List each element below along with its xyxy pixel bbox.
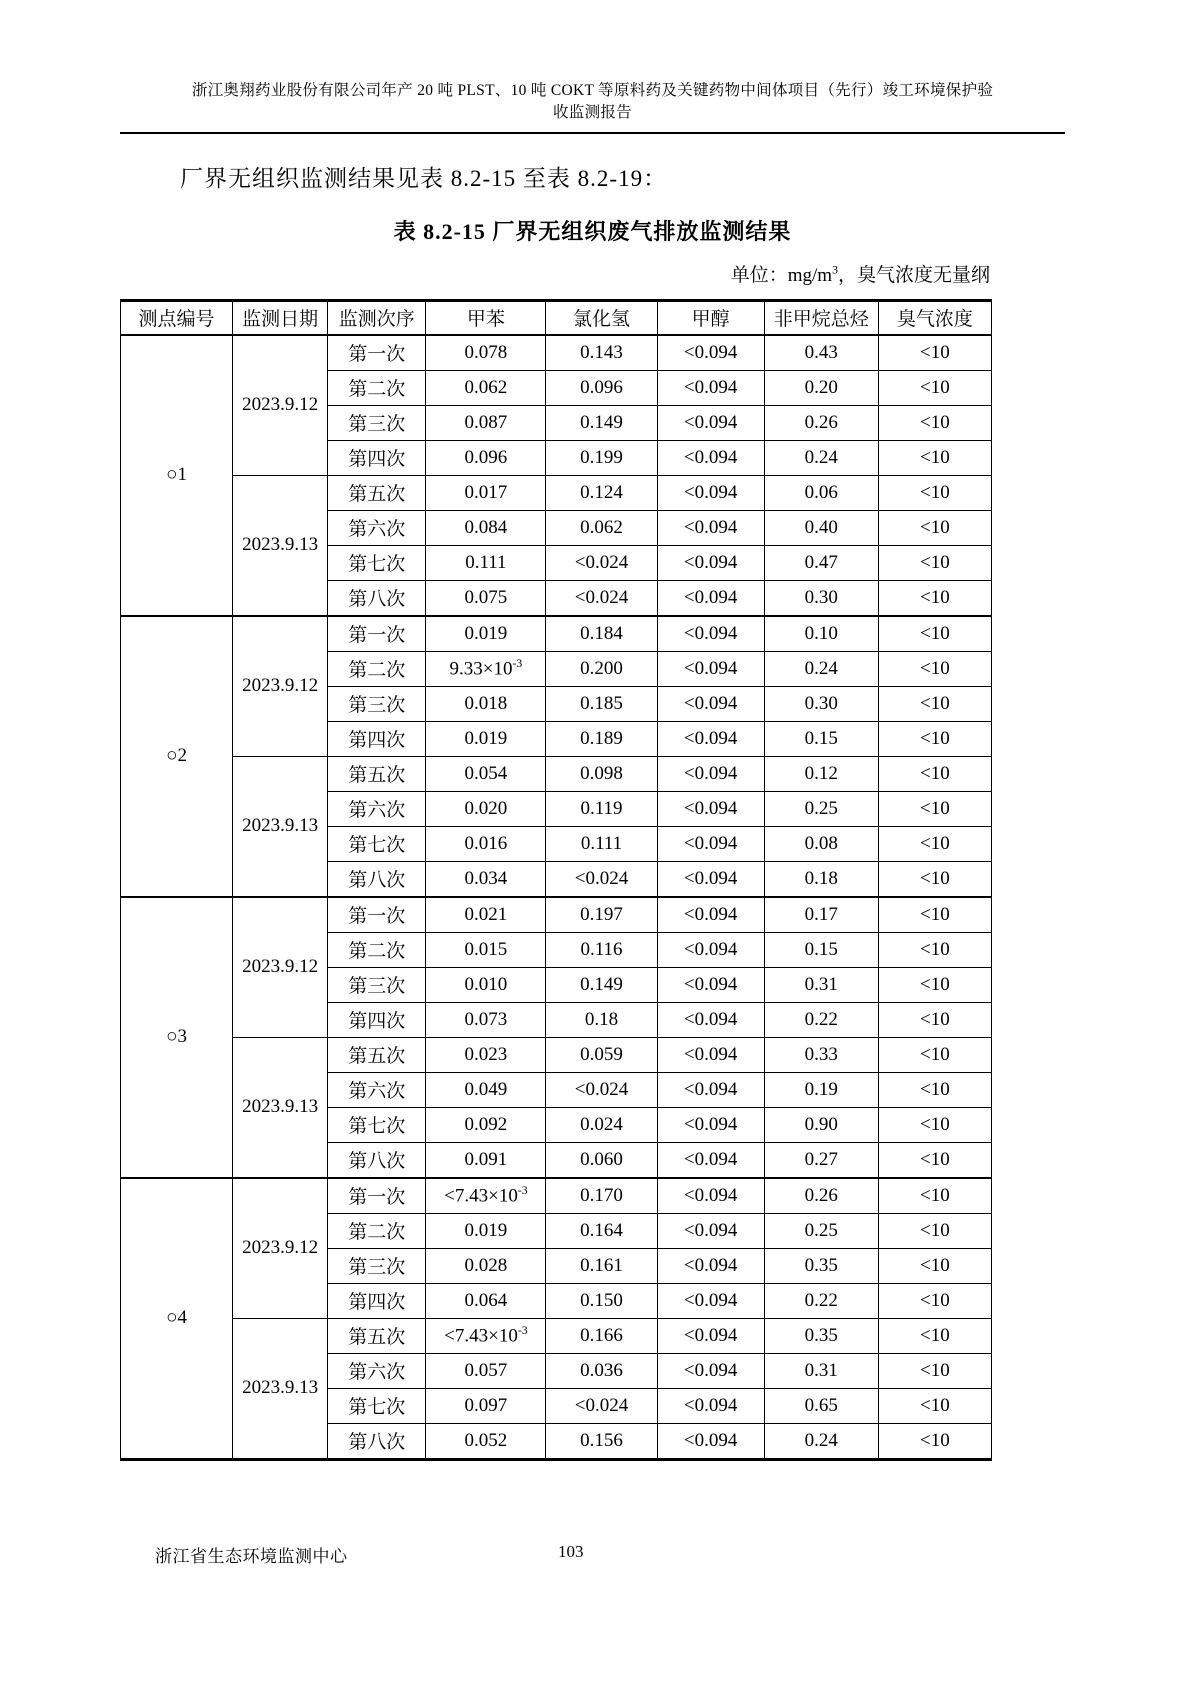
cell-odor: <10 (878, 686, 991, 721)
cell-toluene: $9.33\times 10^{-3}$ (426, 651, 546, 686)
cell-nmhc: 0.35 (764, 1318, 878, 1353)
cell-order: 第四次 (328, 721, 426, 756)
cell-order: 第七次 (328, 1388, 426, 1423)
cell-order: 第一次 (328, 616, 426, 652)
header-order: 监测次序 (328, 300, 426, 335)
table-row (121, 1318, 992, 1353)
cell-nmhc: 0.40 (764, 510, 878, 545)
superscript: -3 (512, 657, 523, 671)
table-row (121, 475, 992, 510)
cell-odor: <10 (878, 967, 991, 1002)
table-title: 表 8.2-15 厂界无组织废气排放监测结果 (393, 218, 792, 244)
cell-odor: <10 (878, 510, 991, 545)
cell-hcl: 0.111 (546, 826, 657, 861)
cell-toluene: 0.057 (426, 1353, 546, 1388)
cell-toluene: 0.020 (426, 791, 546, 826)
cell-toluene: 0.064 (426, 1283, 546, 1318)
intro-paragraph: 厂界无组织监测结果见表 8.2-15 至表 8.2-19： (180, 165, 668, 191)
point-id-cell: ○2 (121, 616, 233, 897)
cell-methanol: <0.094 (657, 475, 764, 510)
cell-order: 第六次 (328, 1353, 426, 1388)
cell-odor: <10 (878, 335, 991, 371)
cell-hcl: 0.185 (546, 686, 657, 721)
cell-toluene: 0.016 (426, 826, 546, 861)
cell-hcl: 0.164 (546, 1213, 657, 1248)
cell-hcl: 0.116 (546, 932, 657, 967)
cell-methanol: <0.094 (657, 1002, 764, 1037)
cell-hcl: 0.143 (546, 335, 657, 371)
header-point-id: 测点编号 (121, 300, 233, 335)
cell-odor: <10 (878, 616, 991, 652)
cell-odor: <10 (878, 1178, 991, 1214)
cell-methanol: <0.094 (657, 967, 764, 1002)
cell-methanol: <0.094 (657, 1353, 764, 1388)
cell-hcl: <0.024 (546, 580, 657, 616)
point-id-cell: ○4 (121, 1178, 233, 1460)
table-row (121, 897, 992, 933)
cell-order: 第七次 (328, 545, 426, 580)
footer-page-number: 103 (558, 1542, 584, 1561)
cell-order: 第三次 (328, 1248, 426, 1283)
cell-methanol: <0.094 (657, 545, 764, 580)
cell-methanol: <0.094 (657, 580, 764, 616)
cell-odor: <10 (878, 1248, 991, 1283)
cell-order: 第一次 (328, 335, 426, 371)
cell-toluene: 0.092 (426, 1107, 546, 1142)
cell-nmhc: 0.30 (764, 686, 878, 721)
cell-methanol: <0.094 (657, 897, 764, 933)
cell-methanol: <0.094 (657, 861, 764, 897)
monitoring-date-cell: 2023.9.13 (233, 756, 328, 897)
cell-odor: <10 (878, 405, 991, 440)
cell-odor: <10 (878, 1423, 991, 1459)
cell-nmhc: 0.47 (764, 545, 878, 580)
cell-odor: <10 (878, 1213, 991, 1248)
cell-odor: <10 (878, 475, 991, 510)
cell-hcl: 0.189 (546, 721, 657, 756)
cell-nmhc: 0.15 (764, 721, 878, 756)
cell-nmhc: 0.22 (764, 1002, 878, 1037)
cell-methanol: <0.094 (657, 440, 764, 475)
cell-order: 第六次 (328, 510, 426, 545)
cell-methanol: <0.094 (657, 932, 764, 967)
cell-toluene: 0.034 (426, 861, 546, 897)
cell-order: 第四次 (328, 440, 426, 475)
cell-order: 第五次 (328, 475, 426, 510)
cell-order: 第八次 (328, 1142, 426, 1178)
cell-methanol: <0.094 (657, 756, 764, 791)
monitoring-date-cell: 2023.9.13 (233, 1037, 328, 1178)
cell-odor: <10 (878, 756, 991, 791)
cell-methanol: <0.094 (657, 1283, 764, 1318)
cell-odor: <10 (878, 1388, 991, 1423)
cell-nmhc: 0.22 (764, 1283, 878, 1318)
cell-odor: <10 (878, 1318, 991, 1353)
monitoring-date-cell: 2023.9.13 (233, 1318, 328, 1459)
cell-odor: <10 (878, 580, 991, 616)
cell-hcl: 0.149 (546, 967, 657, 1002)
cell-odor: <10 (878, 651, 991, 686)
table-row (121, 756, 992, 791)
unit-note-prefix: 单位：mg/m (730, 264, 833, 286)
cell-order: 第二次 (328, 651, 426, 686)
cell-odor: <10 (878, 1353, 991, 1388)
cell-toluene: 0.054 (426, 756, 546, 791)
cell-hcl: <0.024 (546, 1388, 657, 1423)
cell-nmhc: 0.25 (764, 1213, 878, 1248)
cell-order: 第三次 (328, 405, 426, 440)
cell-methanol: <0.094 (657, 616, 764, 652)
running-header-line1: 浙江奥翔药业股份有限公司年产 20 吨 PLST、10 吨 COKT 等原料药及关键药物中间体项目（先行）竣工环境保护验 (191, 82, 994, 99)
cell-methanol: <0.094 (657, 791, 764, 826)
cell-order: 第一次 (328, 897, 426, 933)
cell-order: 第六次 (328, 1072, 426, 1107)
cell-toluene: 0.019 (426, 721, 546, 756)
cell-toluene: 0.018 (426, 686, 546, 721)
cell-order: 第二次 (328, 932, 426, 967)
cell-nmhc: 0.17 (764, 897, 878, 933)
cell-hcl: 0.166 (546, 1318, 657, 1353)
cell-odor: <10 (878, 1107, 991, 1142)
cell-order: 第六次 (328, 791, 426, 826)
cell-odor: <10 (878, 826, 991, 861)
cell-toluene: 0.073 (426, 1002, 546, 1037)
cell-nmhc: 0.18 (764, 861, 878, 897)
cell-nmhc: 0.12 (764, 756, 878, 791)
cell-methanol: <0.094 (657, 510, 764, 545)
header-odor: 臭气浓度 (878, 300, 991, 335)
point-id-cell: ○1 (121, 335, 233, 616)
table-row (121, 616, 992, 652)
cell-nmhc: 0.90 (764, 1107, 878, 1142)
cell-hcl: 0.156 (546, 1423, 657, 1459)
table-row (121, 335, 992, 371)
cell-toluene: 0.111 (426, 545, 546, 580)
cell-odor: <10 (878, 932, 991, 967)
cell-nmhc: 0.08 (764, 826, 878, 861)
running-header-line2: 收监测报告 (552, 104, 632, 122)
monitoring-results-table (120, 299, 992, 1461)
cell-nmhc: 0.10 (764, 616, 878, 652)
cell-toluene: 0.096 (426, 440, 546, 475)
cell-toluene: 0.062 (426, 370, 546, 405)
cell-order: 第八次 (328, 861, 426, 897)
cell-nmhc: 0.31 (764, 1353, 878, 1388)
cell-toluene: 0.091 (426, 1142, 546, 1178)
unit-note-suffix: ，臭气浓度无量纲 (837, 264, 990, 286)
cell-odor: <10 (878, 721, 991, 756)
cell-nmhc: 0.26 (764, 1178, 878, 1214)
cell-methanol: <0.094 (657, 370, 764, 405)
cell-toluene: 0.017 (426, 475, 546, 510)
cell-methanol: <0.094 (657, 1318, 764, 1353)
cell-nmhc: 0.24 (764, 440, 878, 475)
cell-nmhc: 0.06 (764, 475, 878, 510)
cell-order: 第二次 (328, 1213, 426, 1248)
table-row (121, 1178, 992, 1214)
header-toluene: 甲苯 (426, 300, 546, 335)
cell-nmhc: 0.65 (764, 1388, 878, 1423)
cell-nmhc: 0.33 (764, 1037, 878, 1072)
cell-hcl: <0.024 (546, 1072, 657, 1107)
cell-hcl: 0.199 (546, 440, 657, 475)
cell-hcl: 0.124 (546, 475, 657, 510)
cell-hcl: <0.024 (546, 545, 657, 580)
table-header-row (121, 300, 992, 335)
superscript: -3 (517, 1324, 528, 1338)
cell-toluene: 0.049 (426, 1072, 546, 1107)
cell-toluene: 0.028 (426, 1248, 546, 1283)
cell-hcl: <0.024 (546, 861, 657, 897)
cell-hcl: 0.170 (546, 1178, 657, 1214)
superscript: -3 (517, 1184, 528, 1198)
cell-toluene: $<7.43\times 10^{-3}$ (426, 1318, 546, 1353)
cell-nmhc: 0.31 (764, 967, 878, 1002)
cell-nmhc: 0.24 (764, 651, 878, 686)
cell-toluene: $<7.43\times 10^{-3}$ (426, 1178, 546, 1214)
cell-odor: <10 (878, 370, 991, 405)
cell-methanol: <0.094 (657, 405, 764, 440)
cell-nmhc: 0.30 (764, 580, 878, 616)
cell-nmhc: 0.19 (764, 1072, 878, 1107)
cell-odor: <10 (878, 1142, 991, 1178)
unit-note (120, 260, 990, 287)
cell-methanol: <0.094 (657, 1423, 764, 1459)
cell-hcl: 0.119 (546, 791, 657, 826)
unit-note-superscript: 3 (832, 263, 838, 277)
cell-order: 第二次 (328, 370, 426, 405)
cell-methanol: <0.094 (657, 1072, 764, 1107)
cell-hcl: 0.18 (546, 1002, 657, 1037)
cell-methanol: <0.094 (657, 686, 764, 721)
cell-odor: <10 (878, 545, 991, 580)
cell-methanol: <0.094 (657, 651, 764, 686)
cell-methanol: <0.094 (657, 1213, 764, 1248)
cell-odor: <10 (878, 1002, 991, 1037)
cell-odor: <10 (878, 1072, 991, 1107)
cell-nmhc: 0.20 (764, 370, 878, 405)
cell-order: 第八次 (328, 580, 426, 616)
cell-hcl: 0.184 (546, 616, 657, 652)
cell-order: 第八次 (328, 1423, 426, 1459)
cell-odor: <10 (878, 897, 991, 933)
cell-hcl: 0.197 (546, 897, 657, 933)
cell-nmhc: 0.43 (764, 335, 878, 371)
cell-methanol: <0.094 (657, 1178, 764, 1214)
table-area (120, 260, 992, 1461)
cell-methanol: <0.094 (657, 1142, 764, 1178)
cell-nmhc: 0.25 (764, 791, 878, 826)
cell-hcl: 0.150 (546, 1283, 657, 1318)
cell-methanol: <0.094 (657, 1037, 764, 1072)
cell-toluene: 0.084 (426, 510, 546, 545)
cell-nmhc: 0.26 (764, 405, 878, 440)
cell-methanol: <0.094 (657, 1388, 764, 1423)
cell-nmhc: 0.35 (764, 1248, 878, 1283)
cell-nmhc: 0.15 (764, 932, 878, 967)
cell-hcl: 0.059 (546, 1037, 657, 1072)
cell-toluene: 0.010 (426, 967, 546, 1002)
page-content (120, 80, 1065, 1461)
cell-hcl: 0.098 (546, 756, 657, 791)
running-header (120, 80, 1065, 134)
cell-hcl: 0.062 (546, 510, 657, 545)
cell-odor: <10 (878, 1283, 991, 1318)
monitoring-date-cell: 2023.9.12 (233, 1178, 328, 1319)
monitoring-table-body (121, 335, 992, 1460)
cell-hcl: 0.060 (546, 1142, 657, 1178)
cell-hcl: 0.200 (546, 651, 657, 686)
cell-toluene: 0.019 (426, 1213, 546, 1248)
cell-methanol: <0.094 (657, 1248, 764, 1283)
header-methanol: 甲醇 (657, 300, 764, 335)
cell-toluene: 0.087 (426, 405, 546, 440)
cell-methanol: <0.094 (657, 335, 764, 371)
cell-toluene: 0.052 (426, 1423, 546, 1459)
cell-order: 第四次 (328, 1002, 426, 1037)
cell-toluene: 0.015 (426, 932, 546, 967)
monitoring-date-cell: 2023.9.12 (233, 335, 328, 476)
cell-odor: <10 (878, 791, 991, 826)
cell-order: 第五次 (328, 1318, 426, 1353)
point-id-cell: ○3 (121, 897, 233, 1178)
header-date: 监测日期 (233, 300, 328, 335)
cell-toluene: 0.075 (426, 580, 546, 616)
footer-organization: 浙江省生态环境监测中心 (155, 1547, 348, 1566)
cell-nmhc: 0.24 (764, 1423, 878, 1459)
cell-toluene: 0.021 (426, 897, 546, 933)
monitoring-date-cell: 2023.9.12 (233, 616, 328, 757)
table-row (121, 1037, 992, 1072)
cell-order: 第五次 (328, 756, 426, 791)
header-hcl: 氯化氢 (546, 300, 657, 335)
header-nmhc: 非甲烷总烃 (764, 300, 878, 335)
cell-toluene: 0.097 (426, 1388, 546, 1423)
cell-methanol: <0.094 (657, 1107, 764, 1142)
cell-order: 第五次 (328, 1037, 426, 1072)
cell-hcl: 0.149 (546, 405, 657, 440)
cell-hcl: 0.024 (546, 1107, 657, 1142)
cell-methanol: <0.094 (657, 826, 764, 861)
cell-order: 第一次 (328, 1178, 426, 1214)
cell-order: 第三次 (328, 967, 426, 1002)
cell-hcl: 0.161 (546, 1248, 657, 1283)
cell-hcl: 0.096 (546, 370, 657, 405)
monitoring-date-cell: 2023.9.13 (233, 475, 328, 616)
monitoring-date-cell: 2023.9.12 (233, 897, 328, 1038)
cell-toluene: 0.078 (426, 335, 546, 371)
cell-odor: <10 (878, 440, 991, 475)
cell-methanol: <0.094 (657, 721, 764, 756)
cell-order: 第七次 (328, 1107, 426, 1142)
cell-order: 第三次 (328, 686, 426, 721)
cell-nmhc: 0.27 (764, 1142, 878, 1178)
cell-odor: <10 (878, 861, 991, 897)
cell-order: 第七次 (328, 826, 426, 861)
cell-toluene: 0.023 (426, 1037, 546, 1072)
cell-hcl: 0.036 (546, 1353, 657, 1388)
cell-toluene: 0.019 (426, 616, 546, 652)
cell-odor: <10 (878, 1037, 991, 1072)
cell-order: 第四次 (328, 1283, 426, 1318)
